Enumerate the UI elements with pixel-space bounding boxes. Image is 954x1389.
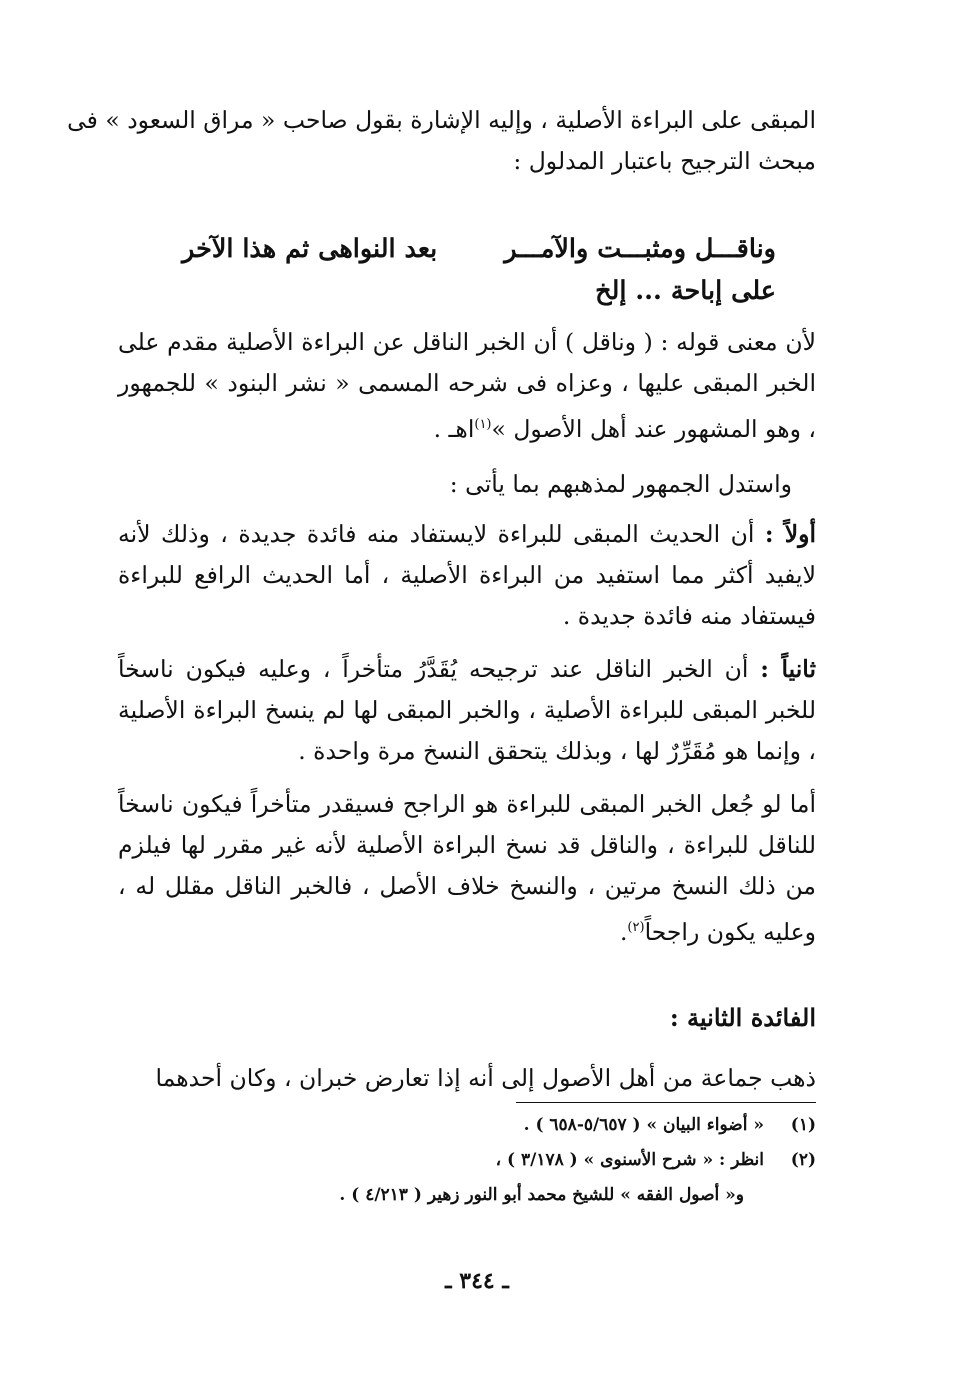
paragraph-4-text: أن الخبر الناقل عند ترجيحه يُقَدَّرُ متأخراً ، وعليه فيكون ناسخاً للخبر المبقى للبراءة الأصلية ، والخبر المبقى لها لم ينسخ البراءة الأصلية ، وإنما هو مُقَرِّرٌ لها ، وبذلك يتحقق النسخ مرة واحدة . — [118, 654, 816, 765]
page-number: ـ ٣٤٤ ـ — [445, 1268, 509, 1294]
verse-hemistich-1: وناقـــل ومثبـــت والآمـــر — [504, 234, 776, 264]
paragraph-2: واستدل الجمهور لمذهبهم بما يأتى : — [449, 469, 792, 498]
footnote-2-number: (٢) — [790, 1150, 816, 1170]
intro-text — [67, 100, 816, 182]
footnote-1-text: « أضواء البيان » ( ٥/٦٥٧-٦٥٨ ) . — [523, 1115, 764, 1135]
intro-line-1: المبقى على البراءة الأصلية ، وإليه الإشارة بقول صاحب « مراق السعود » فى — [67, 106, 816, 134]
verse-continuation: على إباحة ... إلخ — [595, 276, 776, 306]
footnote-1 — [300, 1108, 816, 1143]
footnote-ref-2: (٢) — [627, 919, 645, 935]
paragraph-5-text: أما لو جُعل الخبر المبقى للبراءة هو الراجح فسيقدر متأخراً فيكون ناسخاً للناقل للبراءة ، والناقل قد نسخ البراءة الأصلية لأنه غير مقرر لها فيلزم من ذلك النسخ مرتين ، والنسخ خلاف الأصل ، فالخبر الناقل مقلل له ، وعليه يكون راجحاً — [118, 789, 816, 946]
main-text — [118, 322, 816, 953]
section-heading: الفائدة الثانية : — [669, 1003, 816, 1032]
paragraph-3 — [118, 514, 816, 637]
footnotes — [300, 1108, 816, 1213]
footnote-2-continuation: و« أصول الفقه » للشيخ محمد أبو النور زهير ( ٤/٢١٣ ) . — [339, 1185, 744, 1205]
paragraph-5 — [118, 784, 816, 953]
footnote-1-number: (١) — [790, 1115, 816, 1135]
paragraph-1-end: اهـ . — [433, 414, 475, 443]
paragraph-5-end: . — [619, 917, 628, 946]
footnote-2-text: انظر : « شرح الأسنوى » ( ٣/١٧٨ ) ، — [495, 1150, 764, 1170]
footnote-ref-1: (١) — [474, 417, 492, 432]
footnote-2 — [300, 1143, 816, 1178]
paragraph-3-text: أن الحديث المبقى للبراءة لايستفاد منه فائدة جديدة ، وذلك لأنه لايفيد أكثر مما استفيد من البراءة الأصلية ، أما الحديث الرافع للبراءة فيستفاد منه فائدة جديدة . — [118, 519, 816, 630]
paragraph-1-text: لأن معنى قوله : ( وناقل ) أن الخبر الناقل عن البراءة الأصلية مقدم على الخبر المبقى عليها ، وعزاه فى شرحه المسمى « نشر البنود » للجمهور ، وهو المشهور عند أهل الأصول » — [118, 328, 816, 443]
paragraph-1 — [118, 322, 816, 450]
verse-hemistich-2: بعد النواهى ثم هذا الآخر — [182, 234, 438, 264]
paragraph-4 — [118, 649, 816, 772]
intro-line-2: مبحث الترجيح باعتبار المدلول : — [513, 147, 816, 175]
poetry-verse — [182, 228, 776, 312]
paragraph-4-lead: ثانياً : — [760, 654, 816, 683]
paragraph-3-lead: أولاً : — [764, 519, 816, 548]
closing-line: ذهب جماعة من أهل الأصول إلى أنه إذا تعارض خبران ، وكان أحدهما — [155, 1064, 816, 1092]
footnote-divider — [516, 1102, 816, 1103]
